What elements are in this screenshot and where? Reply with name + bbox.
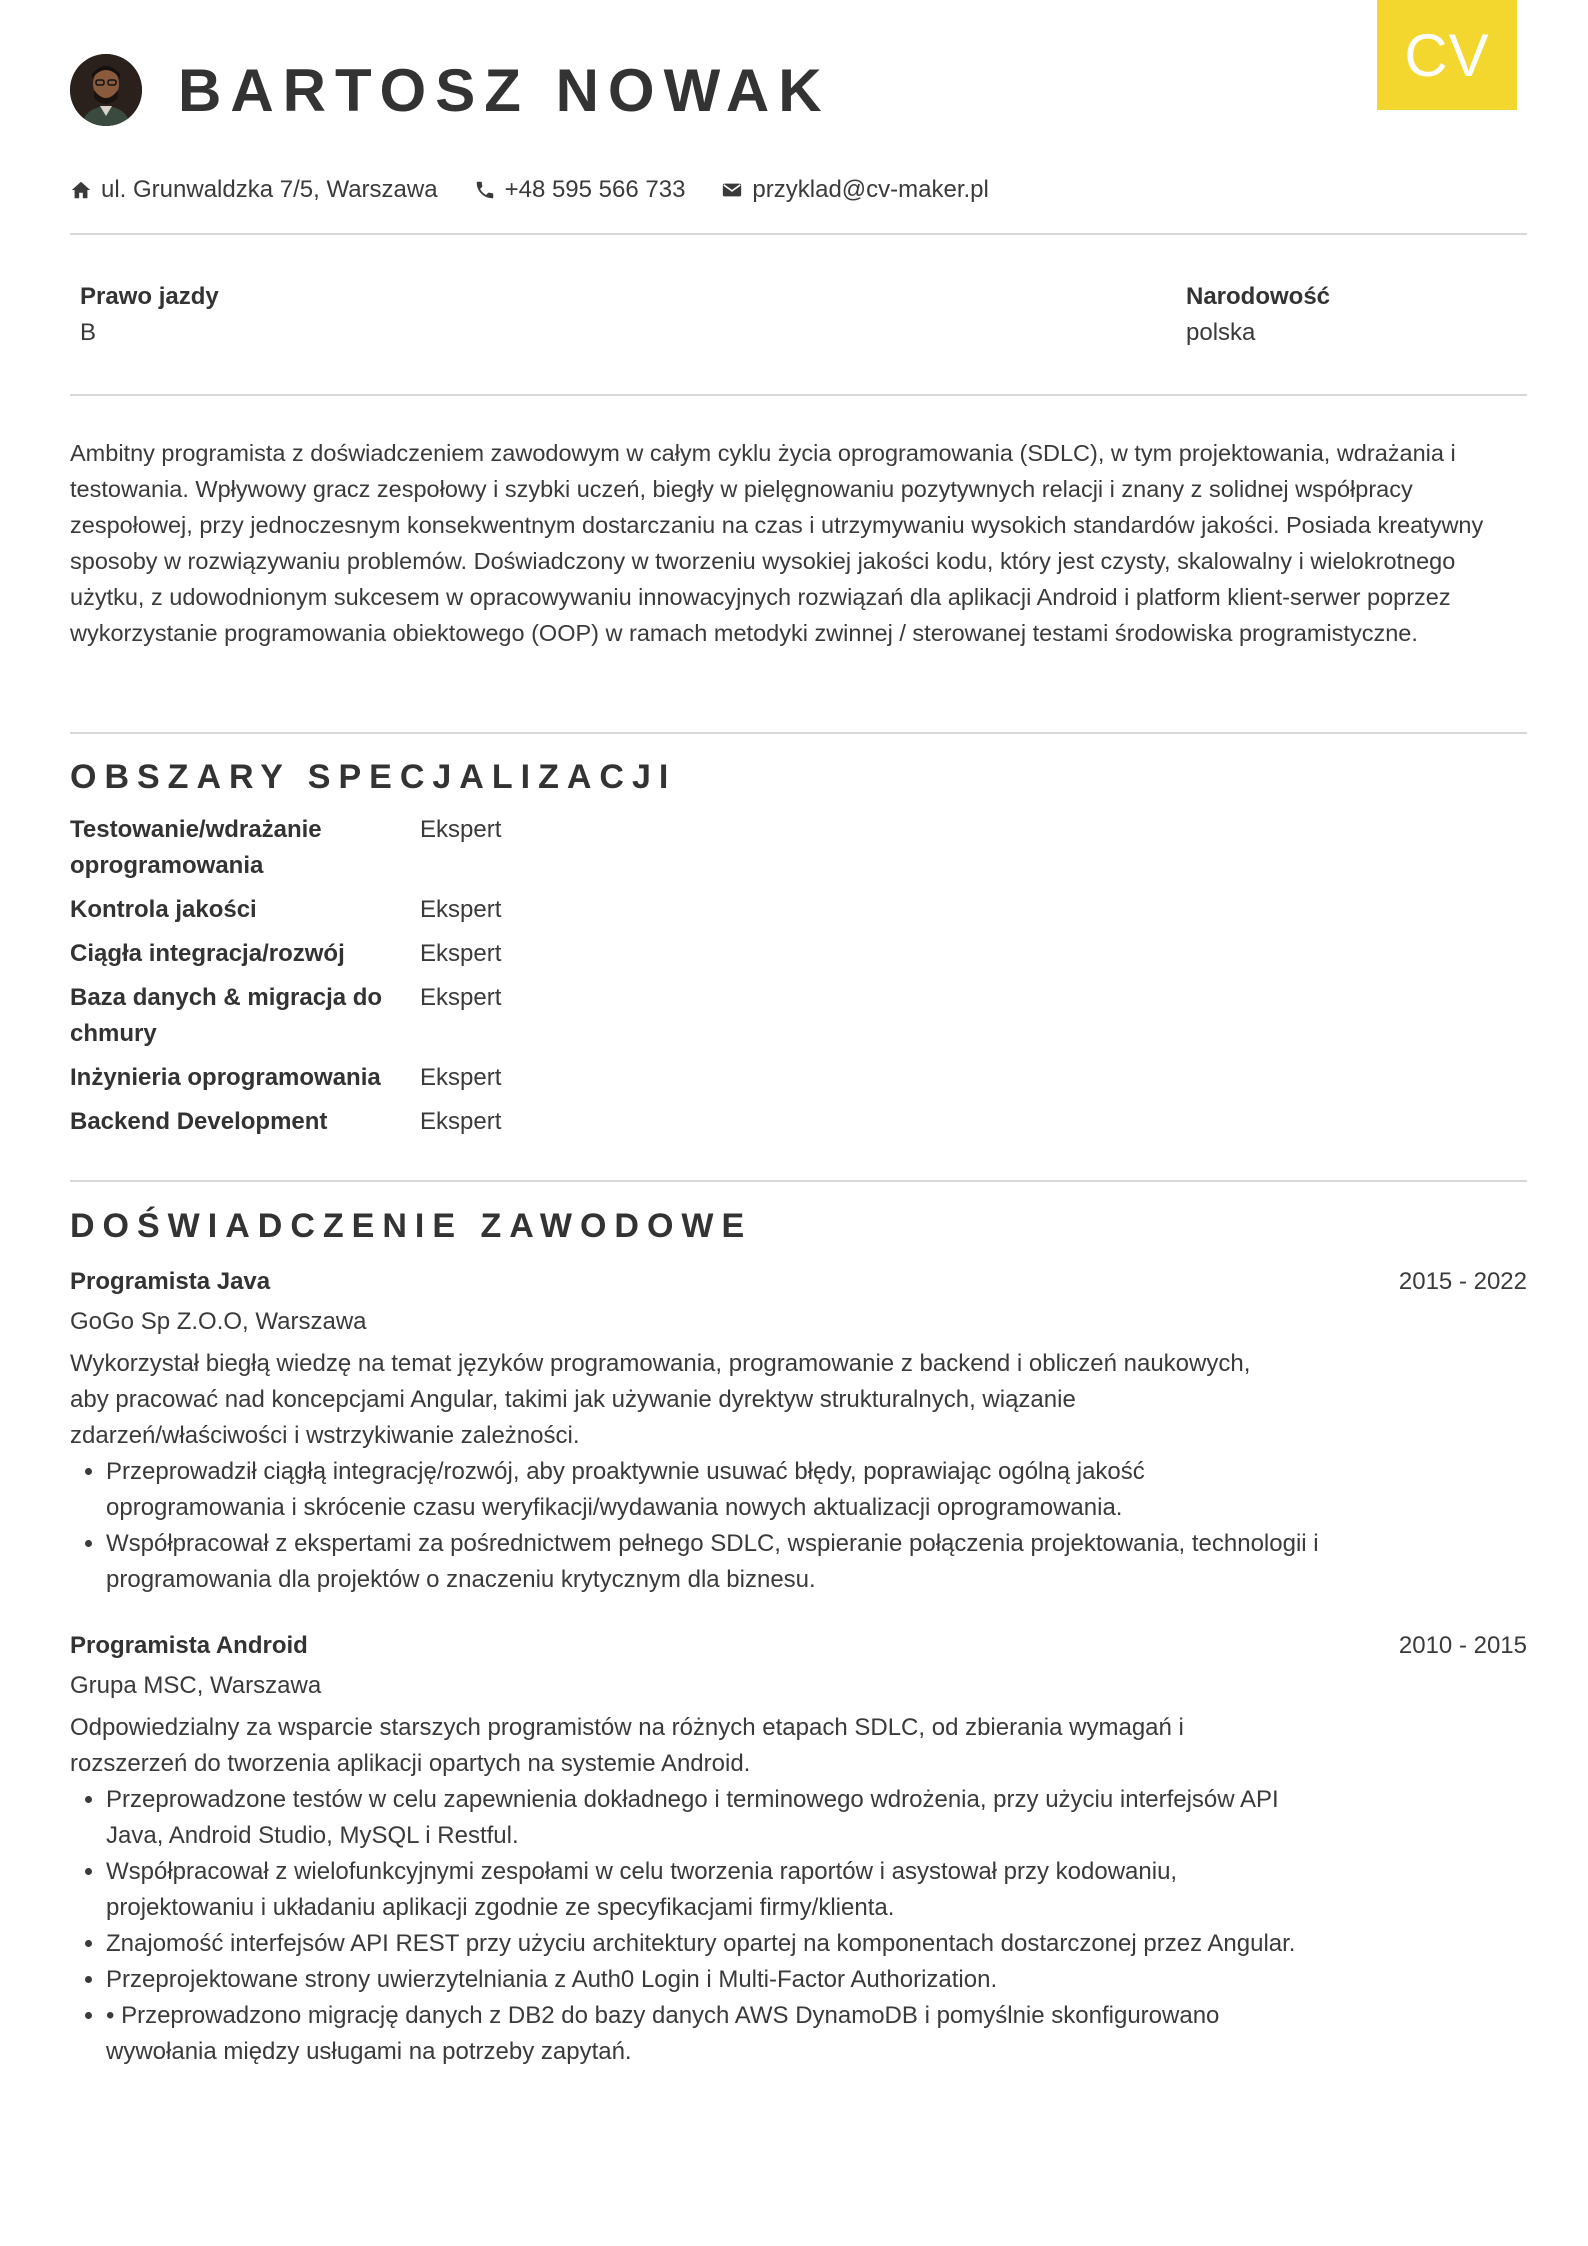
skill-level: Ekspert: [420, 1064, 502, 1091]
fact-label: Narodowość: [1186, 283, 1331, 310]
job-bullet: • • Przeprowadzono migrację danych z DB2 do bazy danych AWS DynamoDB i pomyślnie skonfigurowano wywołania między usługami na potrzeby zapytań.: [106, 1998, 1326, 2070]
skill-level: Ekspert: [420, 984, 502, 1011]
job-company: Grupa MSC, Warszawa: [70, 1672, 322, 1699]
header: [70, 52, 831, 128]
skill-level: Ekspert: [420, 896, 502, 923]
mail-icon: [721, 179, 743, 201]
contact-phone: [474, 176, 686, 204]
job-entry: [70, 1628, 1527, 2070]
phone-text[interactable]: +48 595 566 733: [504, 176, 686, 203]
job-company: GoGo Sp Z.O.O, Warszawa: [70, 1308, 367, 1335]
job-bullet: • Przeprowadzone testów w celu zapewnienia dokładnego i terminowego wdrożenia, przy użyciu interfejsów API Java, Android Studio, MySQL i Restful.: [106, 1782, 1326, 1854]
contact-line: [70, 176, 1025, 204]
job-entry: [70, 1264, 1527, 1598]
fact-driving-license: [80, 283, 219, 347]
skill-level: Ekspert: [420, 940, 502, 967]
job-bullet: • Przeprowadził ciągłą integrację/rozwój, aby proaktywnie usuwać błędy, poprawiając ogólną jakość oprogramowania i skrócenie czasu weryfikacji/wydawania nowych aktualizacji oprogramowania.: [106, 1454, 1326, 1526]
contact-address: [70, 176, 438, 204]
profile-summary: Ambitny programista z doświadczeniem zawodowym w całym cyklu życia oprogramowania (SDLC), w tym projektowania, wdrażania i testowania. Wpływowy gracz zespołowy i szybki uczeń, biegły w pielęgnowaniu pozytywnych relacji i znany z solidnej współpracy zespołowej, przy jednoczesnym konsekwentnym dostarczaniu na czas i utrzymywaniu wysokich standardów jakości. Posiada kreatywny sposoby w rozwiązywaniu problemów. Doświadczony w tworzeniu wysokiej jakości kodu, który jest czysty, skalowalny i wielokrotnego użytku, z udowodnionym sukcesem w opracowywaniu innowacyjnych rozwiązań dla aplikacji Android i platform klient-serwer poprzez wykorzystanie programowania obiektowego (OOP) w ramach metodyki zwinnej / sterowanej testami środowiska programistyczne.: [70, 440, 1484, 646]
phone-icon: [474, 179, 496, 201]
job-description: Odpowiedzialny za wsparcie starszych programistów na różnych etapach SDLC, od zbierania wymagań i rozszerzeń do tworzenia aplikacji opartych na systemie Android.: [70, 1714, 1184, 1777]
job-bullets: [70, 1782, 1326, 2070]
skill-name: Ciągła integracja/rozwój: [70, 940, 345, 967]
fact-value: polska: [1186, 319, 1256, 346]
skill-level: Ekspert: [420, 816, 502, 843]
job-dates: 2010 - 2015: [1398, 1632, 1527, 1659]
email-text[interactable]: przyklad@cv-maker.pl: [752, 176, 989, 203]
job-title: Programista Java: [70, 1268, 271, 1295]
skill-level: Ekspert: [420, 1108, 502, 1135]
fact-label: Prawo jazdy: [80, 283, 219, 310]
section-title-experience: DOŚWIADCZENIE ZAWODOWE: [70, 1207, 753, 1245]
job-bullet: • Współpracował z ekspertami za pośrednictwem pełnego SDLC, wspieranie połączenia projektowania, technologii i programowania dla projektów o znaczeniu krytycznym dla biznesu.: [106, 1526, 1326, 1598]
skill-row: [70, 1104, 670, 1140]
address-text: ul. Grunwaldzka 7/5, Warszawa: [101, 176, 438, 203]
fact-value: B: [80, 319, 97, 346]
avatar: [70, 54, 142, 126]
skill-row: [70, 1060, 670, 1096]
skill-name: Baza danych & migracja do chmury: [70, 984, 383, 1047]
job-bullet: • Znajomość interfejsów API REST przy użyciu architektury opartej na komponentach dostarczonej przez Angular.: [106, 1926, 1326, 1962]
home-icon: [70, 179, 92, 201]
divider: [70, 1180, 1527, 1182]
cv-badge: CV: [1377, 0, 1517, 110]
job-dates: 2015 - 2022: [1398, 1268, 1527, 1295]
section-title-specializations: OBSZARY SPECJALIZACJI: [70, 758, 677, 796]
job-bullets: [70, 1454, 1326, 1598]
skill-name: Testowanie/wdrażanie oprogramowania: [70, 816, 322, 879]
job-bullet: • Przeprojektowane strony uwierzytelniania z Auth0 Login i Multi-Factor Authorization.: [106, 1962, 1326, 1998]
skill-row: [70, 892, 670, 928]
skill-row: [70, 812, 670, 884]
skill-row: [70, 936, 670, 972]
skill-name: Backend Development: [70, 1108, 328, 1135]
avatar-photo: [70, 54, 142, 126]
skill-name: Kontrola jakości: [70, 896, 257, 923]
skills-list: [70, 812, 670, 1148]
divider: [70, 394, 1527, 396]
job-description: Wykorzystał biegłą wiedzę na temat języków programowania, programowanie z backend i obliczeń naukowych, aby pracować nad koncepcjami Angular, takimi jak używanie dyrektyw strukturalnych, wiązanie zdarzeń/właściwości i wstrzykiwanie zależności.: [70, 1350, 1251, 1449]
contact-email: [721, 176, 988, 204]
divider: [70, 732, 1527, 734]
candidate-name: BARTOSZ NOWAK: [178, 56, 831, 124]
skill-row: [70, 980, 670, 1052]
divider: [70, 233, 1527, 235]
job-title: Programista Android: [70, 1632, 308, 1659]
job-bullet: • Współpracował z wielofunkcyjnymi zespołami w celu tworzenia raportów i asystował przy kodowaniu, projektowaniu i układaniu aplikacji zgodnie ze specyfikacjami firmy/klienta.: [106, 1854, 1326, 1926]
skill-name: Inżynieria oprogramowania: [70, 1064, 381, 1091]
fact-nationality: [1186, 283, 1330, 347]
